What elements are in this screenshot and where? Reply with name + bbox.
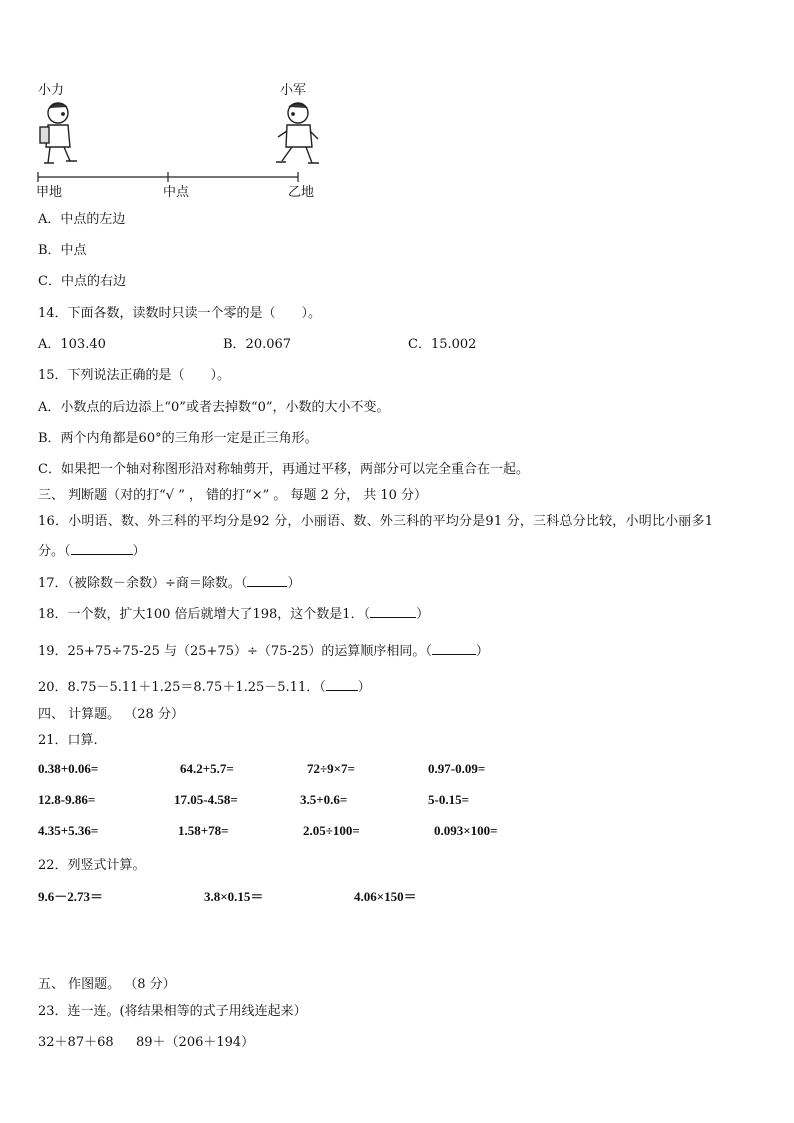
q15-option-b: B．两个内角都是60°的三角形一定是正三角形。 (38, 431, 318, 446)
q22-stem: 22．列竖式计算。 (38, 858, 146, 873)
q14-option-b: B．20.067 (223, 337, 292, 352)
label-xiaoli: 小力 (38, 83, 65, 98)
q17-text: 17．（被除数－余数）÷商＝除数。（ (38, 576, 248, 591)
q21-r3-c1: 4.35+5.36= (38, 823, 99, 838)
section-4-heading: 四、 计算题。 （28 分） (38, 707, 184, 722)
q22-item-2: 3.8×0.15＝ (204, 889, 264, 904)
q21-r1-c2: 64.2+5.7= (180, 761, 234, 776)
section-5-heading: 五、 作图题。 （8 分） (38, 977, 176, 992)
q17-answer-blank[interactable] (247, 574, 287, 587)
q20 (38, 676, 371, 695)
q14-stem: 14．下面各数，读数时只读一个零的是（ ）。 (38, 306, 322, 321)
q21-r1-c1: 0.38+0.06= (38, 761, 99, 776)
q21-r1-c4: 0.97-0.09= (428, 761, 486, 776)
boy-right-illustration (276, 103, 319, 163)
q21-r2-c2: 17.05-4.58= (174, 792, 238, 807)
label-point-b: 乙地 (288, 185, 315, 200)
q21-r1-c3: 72÷9×7= (307, 761, 355, 776)
q21-r3-c2: 1.58+78= (178, 823, 229, 838)
q23-expr-2[interactable]: 89＋（206＋194） (136, 1035, 255, 1050)
q16-answer-blank[interactable] (71, 542, 133, 555)
q18-text: 18．一个数，扩大100 倍后就增大了198，这个数是1．（ (38, 607, 371, 622)
q19-text: 19．25+75÷75-25 与（25+75）÷（75-25）的运算顺序相同。（ (38, 644, 432, 659)
q16-line1: 16．小明语、数、外三科的平均分是92 分，小丽语、数、外三科的平均分是91 分，三科总分比较，小明比小丽多1 (38, 514, 714, 529)
section-3-heading: 三、 判断题（对的打“√ ” ， 错的打“×” 。 每题 2 分， 共 10 分） (38, 488, 428, 503)
q15-stem: 15．下列说法正确的是（ ）。 (38, 368, 231, 383)
label-point-a: 甲地 (36, 185, 63, 200)
label-midpoint: 中点 (163, 185, 190, 200)
q14-option-c: C．15.002 (408, 337, 477, 352)
q21-r2-c1: 12.8-9.86= (38, 792, 96, 807)
q21-r2-c3: 3.5+0.6= (300, 792, 348, 807)
q21-r3-c4: 0.093×100= (434, 823, 498, 838)
q20-text: 20．8.75－5.11＋1.25＝8.75＋1.25－5.11．（ (38, 680, 326, 695)
label-xiaojun: 小军 (280, 83, 307, 98)
q21-r2-c4: 5-0.15= (428, 792, 469, 807)
q23-stem: 23．连一连。(将结果相等的式子用线连起来） (38, 1004, 307, 1019)
q13-option-b: B．中点 (38, 243, 87, 258)
q22-item-1: 9.6－2.73＝ (38, 889, 104, 904)
q21-stem: 21．口算. (38, 733, 98, 748)
q15-option-a: A．小数点的后边添上“0”或者去掉数“0”，小数的大小不变。 (38, 400, 390, 415)
q16-open: 分。（ (38, 544, 71, 559)
q18-close: ） (416, 607, 430, 622)
distance-figure (30, 75, 330, 200)
q18 (38, 603, 429, 622)
q14-option-a: A．103.40 (38, 337, 106, 352)
q17-close: ） (287, 576, 301, 591)
boy-left-illustration (40, 103, 77, 163)
q22-item-3: 4.06×150＝ (354, 889, 417, 904)
q13-option-a: A．中点的左边 (38, 212, 126, 227)
q19-answer-blank[interactable] (432, 642, 476, 655)
q20-answer-blank[interactable] (326, 678, 358, 691)
q18-answer-blank[interactable] (370, 605, 416, 618)
q19-close: ） (475, 644, 489, 659)
q13-option-c: C．中点的右边 (38, 274, 126, 289)
q23-expr-1[interactable]: 32＋87＋68 (38, 1035, 114, 1050)
q16-line2 (38, 540, 146, 559)
q19 (38, 640, 489, 659)
q20-close: ） (357, 680, 371, 695)
q16-close: ） (132, 544, 146, 559)
q15-option-c: C．如果把一个轴对称图形沿对称轴剪开，再通过平移，两部分可以完全重合在一起。 (38, 462, 529, 477)
q21-r3-c3: 2.05÷100= (303, 823, 360, 838)
q17 (38, 572, 300, 591)
